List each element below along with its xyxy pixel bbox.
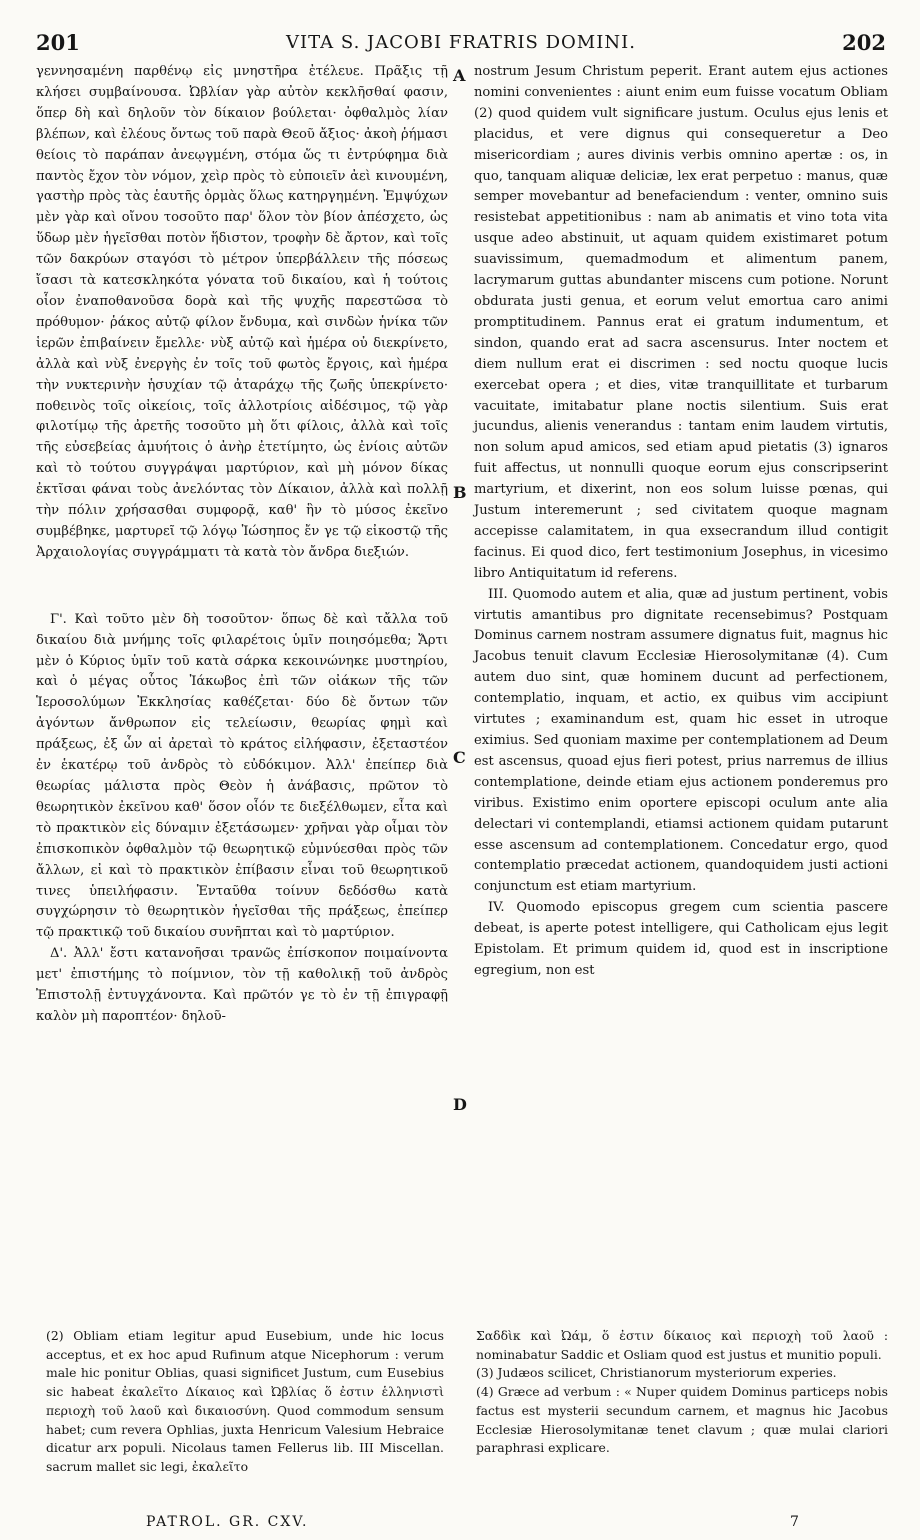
footnote: (4) Græce ad verbum : « Nuper quidem Dominus particeps nobis factus est mysterii secundum carnem, et magnus hic Jacobus Ecclesiæ Hierosolymitanæ tenet clavum ; quæ mulai clariori paraphrasi explicare. — [476, 1384, 888, 1456]
latin-paragraph: III. Quomodo autem et alia, quæ ad justum pertinent, vobis virtutis amantibus pro dignitate recensebimus? Postquam Dominus carnem nostram assumere dignatus fuit, magnus hic Jacobus tenuit clavum Ecclesiæ Hierosolymitanæ (4). Cum autem duo sint, quæ hominem ducunt ad perfectionem, contemplatio, inquam, et actio, ex quibus vim accipiunt virtutes ; examinandum est, quam hic esset in utroque eximius. Sed quoniam maxime per contemplationem ad Deum est ascensus, quoad ejus fieri potest, prius narremus de illius contemplatione, deinde etiam ejus actionem ponderemus pro viribus. Existimo enim oportere episcopi oculum ante alia delectari vi contemplandi, etiamsi actionem quidam putarunt esse ascensum ad contemplationem. Concedatur ergo, quod contemplatio præcedat actionem, quandoquidem justi actioni conjunctum est etiam martyrium. — [474, 586, 888, 895]
greek-column — [36, 62, 448, 1028]
latin-paragraph: IV. Quomodo episcopus gregem cum scientia pascere debeat, is aperte potest intelligere, qui Catholicam ejus legit Epistolam. Et primum quidem id, quod est in inscriptione egregium, non est — [474, 900, 888, 978]
greek-paragraph: Δ'. Ἀλλ' ἔστι κατανοῆσαι τρανῶς ἐπίσκοπον ποιμαίνοντα μετ' ἐπιστήμης τὸ ποίμνιον, τὸν τῇ καθολικῇ τοῦ ἀνδρὸς Ἐπιστολῇ ἐντυγχάνοντα. Καὶ πρῶτόν γε τὸ ἐν τῇ ἐπιγραφῇ καλὸν μὴ παροπτέον· δηλοῦ- — [36, 946, 448, 1024]
footnote: Σαδδὶκ καὶ Ὠάμ, ὅ ἐστιν δίκαιος καὶ περιοχὴ τοῦ λαοῦ : nominabatur Saddic et Osliam quod est justus et munitio populi. — [476, 1328, 888, 1362]
footnote: (3) Judæos scilicet, Christianorum mysteriorum experies. — [476, 1365, 837, 1381]
footnote: (2) Obliam etiam legitur apud Eusebium, unde hic locus acceptus, et ex hoc apud Rufinum atque Nicephorum : verum male hic ponitur Oblias, quasi significet Justum, cum Eusebius sic habeat ἐκαλεῖτο Δίκαιος καὶ Ὠβλίας ὅ ἐστιν ἑλληνιστὶ περιοχὴ τοῦ λαοῦ καὶ δικαιοσύνη. Quod commodum sensum habet; cum revera Ophlias, juxta Henricum Valesium Hebraice dicatur arx populi. Nicolaus tamen Fellerus lib. III Miscellan. sacrum mallet sic legi, ἐκαλεῖτο — [46, 1328, 444, 1474]
greek-paragraph: γεννησαμένη παρθένῳ εἰς μνηστῆρα ἐτέλευε. Πρᾶξις τῇ κλήσει συμβαίνουσα. Ὠβλίαν γὰρ αὐτὸν κεκλῆσθαί φασιν, ὅπερ δὴ καὶ δηλοῦν τὸν δίκαιον βούλεται· ὀφθαλμὸς λίαν βλέπων, καὶ ἐλέους ὄντως τοῦ παρὰ Θεοῦ ἄξιος· ἀκοὴ ῥήμασι θείοις τὸ παράπαν ἀνεῳγμένη, στόμα ὥς τι ἐντρύφημα διὰ παντὸς ἔχον τὸν νόμον, χεὶρ πρὸς τὸ εὐποιεῖν ἀεὶ κινουμένη, γαστὴρ πρὸς τὰς ἑαυτῆς ὁρμὰς ὅλως κατηργημένη. Ἐμψύχων μὲν γὰρ καὶ οἴνου τοσοῦτο παρ' ὅλον τὸν βίον ἀπέσχετο, ὡς ὕδωρ μὲν ἡγεῖσθαι ποτὸν ἥδιστον, τροφὴν δὲ ἄρτον, καὶ τοῖς τῶν δακρύων σταγόσι τὸ μέτρον ὑπερβάλλειν τῆς πόσεως ἴσασι τὰ κατεσκληκότα γόνατα τοῦ δικαίου, καὶ ἡ τούτοις οἷον ἐναποθανοῦσα δορὰ καὶ τῆς ψυχῆς παρεστῶσα τὸ πρόθυμον· ῥάκος αὐτῷ φίλον ἔνδυμα, καὶ σινδὼν ἡνίκα τῶν ἱερῶν ἐπιβαίνειν ἔμελλε· νὺξ αὐτῷ καὶ ἡμέρα οὐ διεκρίνετο, ἀλλὰ καὶ νὺξ ἐνεργὴς ἐν τοῖς τοῦ φωτὸς ἔργοις, καὶ ἡμέρα τὴν νυκτερινὴν ἡσυχίαν τῷ ἀταράχῳ τῆς ζωῆς ὑπεκρίνετο· ποθεινὸς τοῖς οἰκείοις, τοῖς ἀλλοτρίοις αἰδέσιμος, τῷ γὰρ φιλοτίμῳ τῆς ἀρετῆς τοσοῦτο μὴ ὅτι φίλοις, ἀλλὰ καὶ τοῖς τῆς εὐσεβείας ἀμυήτοις ὁ ἀνὴρ ἐτετίμητο, ὡς ἐνίοις αὐτῶν καὶ τὸ τούτου συγγράψαι μαρτύριον, καὶ μὴ μόνον δίκας ἐκτῖσαι φάναι τοὺς ἀνελόντας τὸν Δίκαιον, ἀλλὰ καὶ πολλῇ τὴν πόλιν χρήσασθαι συμφορᾷ, καθ' ἣν τὸ μύσος ἐκεῖνο συμβέβηκε, μαρτυρεῖ τῷ λόγῳ Ἰώσηπος ἔν γε τῷ εἰκοστῷ τῆς Ἀρχαιολογίας συγγράμματι τὰ κατὰ τὸν ἄνδρα διεξιών. — [36, 64, 448, 560]
margin-letter-b: B — [453, 483, 467, 502]
margin-letter-d: D — [453, 1095, 467, 1114]
greek-paragraph: Γ'. Καὶ τοῦτο μὲν δὴ τοσοῦτον· ὅπως δὲ καὶ τἄλλα τοῦ δικαίου διὰ μνήμης τοῖς φιλαρέτοις ὑμῖν ποιησόμεθα; Ἄρτι μὲν ὁ Κύριος ὑμῖν τοῦ κατὰ σάρκα κεκοινώνηκε μυστηρίου, καὶ ὁ μέγας οὗτος Ἰάκωβος ἐπὶ τῶν οἰάκων τῆς τῶν Ἱεροσολύμων Ἐκκλησίας καθέζεται· δύο δὲ ὄντων τῶν ἀγόντων ἄνθρωπον εἰς τελείωσιν, θεωρίας φημὶ καὶ πράξεως, ἐξ ὧν αἱ ἀρεταὶ τὸ κράτος εἰλήφασιν, ἐξεταστέον ἐν ἑκατέρῳ τοῦ ἀνδρὸς τὸ εὐδόκιμον. Ἀλλ' ἐπείπερ διὰ θεωρίας μάλιστα πρὸς Θεὸν ἡ ἀνάβασις, πρῶτον τὸ θεωρητικὸν ἐκεῖνου καθ' ὅσον οἷόν τε διεξέλθωμεν, εἶτα καὶ τὸ πρακτικὸν εἰς δύναμιν ἐξετάσωμεν· χρῆναι γὰρ οἶμαι τὸν ἐπισκοπικὸν ὀφθαλμὸν τῷ θεωρητικῷ εὐμνύεσθαι πρὸς τῶν ἄλλων, εἰ καὶ τὸ πρακτικὸν ἐπίβασιν εἶναι τοῦ θεωρητικοῦ τινες ὑπειλήφασιν. Ἐνταῦθα τοίνυν δεδόσθω κατὰ συγχώρησιν τὸ θεωρητικὸν ἡγεῖσθαι τῆς πράξεως, ἐπείπερ τῷ πρακτικῷ τοῦ δικαίου συνῆπται καὶ τὸ μαρτύριον. — [36, 611, 448, 941]
running-header — [36, 30, 886, 56]
page-number-left: 201 — [36, 30, 80, 55]
signature-mark: PATROL. GR. CXV. — [146, 1514, 309, 1530]
footnotes-right — [476, 1327, 888, 1458]
gathering-number: 7 — [790, 1514, 799, 1530]
margin-letter-a: A — [453, 66, 466, 85]
latin-column — [474, 62, 888, 982]
margin-letter-c: C — [453, 748, 466, 767]
page-number-right: 202 — [842, 30, 886, 55]
running-title: VITA S. JACOBI FRATRIS DOMINI. — [286, 32, 636, 53]
latin-paragraph: nostrum Jesum Christum peperit. Erant autem ejus actiones nomini convenientes : aiunt enim eum fuisse vocatum Obliam (2) quod quidem vult significare justum. Oculus ejus lenis et placidus, et vere dignus qui consequeretur a Deo misericordiam ; aures divinis verbis omnino apertæ : os, in quo, tanquam aliquæ deliciæ, lex erat perpetuo : manus, quæ semper movebantur ad benefaciendum : venter, omnino suis resistebat appetitionibus : nam ab animatis et vino tota vita usque adeo abstinuit, ut aquam quidem existimaret potum suavissimum, quemadmodum et alimentum panem, lacrymarum guttas abundanter miscens cum potione. Norunt obdurata justi genua, et eorum velut emortua caro animi promptitudinem. Pannus erat ei gratum indumentum, et sindon, quando erat ad sacra ascensurus. Inter noctem et diem nullum erat ei discrimen : sed noctu quoque lucis exercebat opera ; et dies, vitæ tranquillitate et turbarum vacuitate, imitabatur plane noctis silentium. Suis erat jucundus, alienis venerandus : tantam enim laudem virtutis, non solum apud amicos, sed etiam apud pietatis (3) ignaros fuit affectus, ut nonnulli quoque eorum ejus conscripserint martyrium, et dixerint, non eos solum luisse pœnas, qui Justum interemerunt ; sed civitatem quoque magnam accepisse calamitatem, in qua exsecrandum illud contigit facinus. Ei quod dico, fert testimonium Josephus, in vicesimo libro Antiquitatum id referens. — [474, 64, 888, 581]
footnotes-left — [46, 1327, 444, 1477]
